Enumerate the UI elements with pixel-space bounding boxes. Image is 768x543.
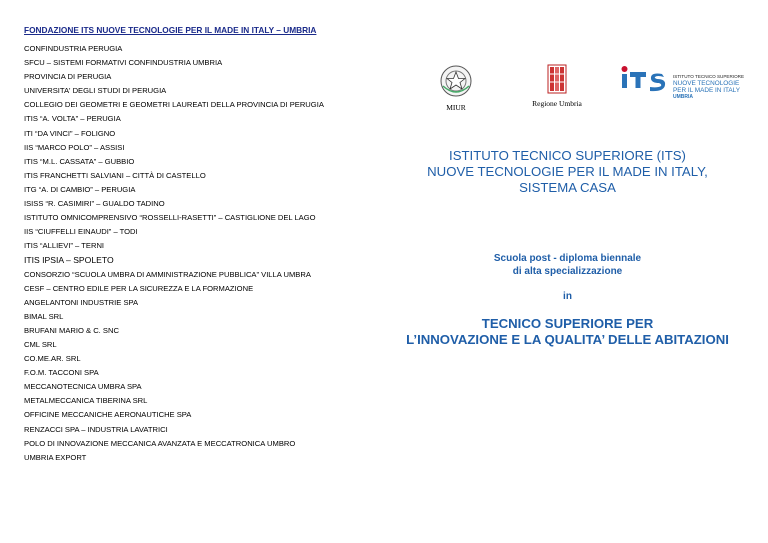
member-item: UNIVERSITA' DEGLI STUDI DI PERUGIA [24,86,167,96]
member-item: RENZACCI SPA – INDUSTRIA LAVATRICI [24,424,168,434]
member-item: SFCU – SISTEMI FORMATIVI CONFINDUSTRIA UMBRIA [24,58,223,68]
member-item: ITI “DA VINCI” – FOLIGNO [24,128,116,138]
umbria-caption: Regione Umbria [532,99,582,108]
member-item: ITIS “ALLIEVI” – TERNI [24,241,105,251]
course-line-2: L’INNOVAZIONE E LA QUALITA’ DELLE ABITAZIONI [406,332,729,347]
member-item: ISISS “R. CASIMIRI” – GUALDO TADINO [24,199,165,209]
member-item: CO.ME.AR. SRL [24,354,81,364]
member-item: MECCANOTECNICA UMBRA SPA [24,382,142,392]
member-list [24,42,324,465]
member-item: POLO DI INNOVAZIONE MECCANICA AVANZATA E MECCATRONICA UMBRO [24,438,296,448]
its-line-2: NUOVE TECNOLOGIE [673,80,740,87]
umbria-shield-icon [547,64,567,94]
member-item: PROVINCIA DI PERUGIA [24,72,112,82]
member-item: ITIS FRANCHETTI SALVIANI – CITTÀ DI CASTELLO [24,170,206,180]
course-line-1: TECNICO SUPERIORE PER [481,316,654,331]
member-item: BIMAL SRL [24,311,64,321]
italian-emblem-icon [439,64,473,98]
miur-caption: MIUR [446,103,466,112]
member-item: OFFICINE MECCANICHE AERONAUTICHE SPA [24,410,192,420]
logo-bar [430,64,750,112]
regione-umbria-logo [525,64,589,108]
member-item: IIS “CIUFFELLI EINAUDI” – TODI [24,227,138,237]
member-item: METALMECCANICA TIBERINA SRL [24,396,148,406]
its-text [673,74,744,102]
title-line-3: SISTEMA CASA [519,180,616,195]
miur-logo [434,64,478,112]
member-item: COLLEGIO DEI GEOMETRI E GEOMETRI LAUREATI DELLA PROVINCIA DI PERUGIA [24,100,324,110]
its-wordmark-icon [620,64,670,92]
member-item: CML SRL [24,339,57,349]
member-item: IIS “MARCO POLO” – ASSISI [24,142,125,152]
institute-title [400,148,735,196]
member-item: ITG “A. DI CAMBIO” – PERUGIA [24,184,136,194]
course-title [400,316,735,348]
its-line-4: UMBRIA [673,94,693,101]
subtitle-line-2: di alta specializzazione [512,266,623,277]
in-label: in [563,291,572,302]
member-item: BRUFANI MARIO & C. SNC [24,325,119,335]
subtitle-line-1: Scuola post - diploma biennale [493,253,642,264]
member-item: ITIS “A. VOLTA” – PERUGIA [24,114,121,124]
its-line-1: ISTITUTO TECNICO SUPERIORE [673,74,745,79]
school-subtitle [400,252,735,278]
member-item: ITIS IPSIA – SPOLETO [24,255,114,266]
member-item: CESF – CENTRO EDILE PER LA SICUREZZA E LA FORMAZIONE [24,283,254,293]
member-item: CONFINDUSTRIA PERUGIA [24,44,123,53]
its-line-3: PER IL MADE IN ITALY [673,87,740,95]
title-line-2: NUOVE TECNOLOGIE PER IL MADE IN ITALY, [427,164,708,179]
member-item: ITIS “M.L. CASSATA” – GUBBIO [24,156,135,166]
member-item: UMBRIA EXPORT [24,452,87,462]
member-item: ISTITUTO OMNICOMPRENSIVO “ROSSELLI-RASETTI” – CASTIGLIONE DEL LAGO [24,213,316,223]
its-logo [620,64,750,101]
member-item: F.O.M. TACCONI SPA [24,368,99,378]
member-item: ANGELANTONI INDUSTRIE SPA [24,297,139,307]
title-line-1: ISTITUTO TECNICO SUPERIORE (ITS) [449,148,686,163]
member-item: CONSORZIO “SCUOLA UMBRA DI AMMINISTRAZIONE PUBBLICA” VILLA UMBRA [24,269,311,279]
foundation-title: FONDAZIONE ITS NUOVE TECNOLOGIE PER IL MADE IN ITALY – UMBRIA [24,25,317,35]
